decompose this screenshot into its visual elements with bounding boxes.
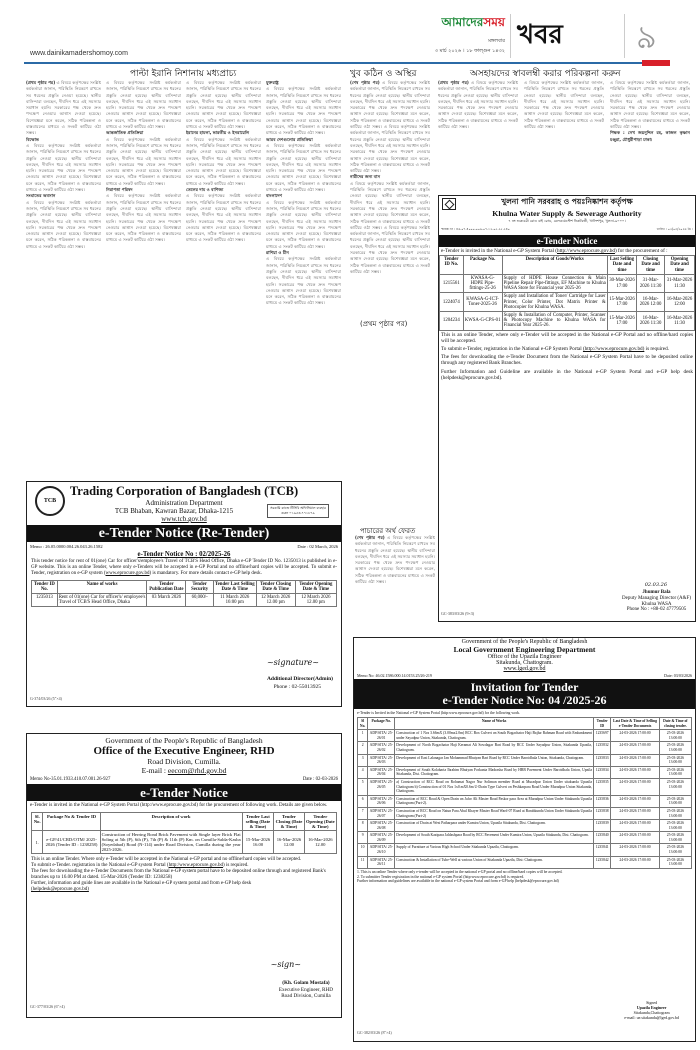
column-header: Date & Time of closing tender. xyxy=(659,718,691,730)
table-row xyxy=(440,312,695,331)
article-body-text: এ বিষয়ে কর্তৃপক্ষের সংশ্লিষ্ট কর্মকর্তারা জানান, পরিস্থিতি নিয়ন্ত্রণে রাখতে সব ধরনের প্রস্তুতি নেওয়া হয়েছে। স্থানীয় বাসিন্দারা বলছেন, দীর্ঘদিন ধরে এই সমস্যার সমাধান হয়নি। সরকারের পক্ষ থেকে দ্রুত পদক্ষেপ নেওয়ার আশ্বাস দেওয়া হয়েছে। বিশেষজ্ঞরা মনে করেন, সঠিক পরিকল্পনা ও বাস্তবায়নের মাধ্যমে এ সংকট কাটিয়ে ওঠা সম্ভব। xyxy=(106,136,181,186)
table-cell: 16-Mar-2026 12.00 xyxy=(274,831,304,854)
table-cell: Development of South Kazipara Jaldashpara Road by RCC Pavement Under Kumira Union, Upazila Sitakunda, Dist. Chattogram. xyxy=(395,832,594,844)
table-cell: 25-03-2026 13:00:00 xyxy=(659,832,691,844)
rhd-signature: ~sign~ xyxy=(270,960,301,969)
article-body-text: এ বিষয়ে কর্তৃপক্ষের সংশ্লিষ্ট কর্মকর্তারা জানান, পরিস্থিতি নিয়ন্ত্রণে রাখতে সব ধরনের প্রস্তুতি নেওয়া হয়েছে। স্থানীয় বাসিন্দারা বলছেন, দীর্ঘদিন ধরে এই সমস্যার সমাধান হয়নি। সরকারের পক্ষ থেকে দ্রুত পদক্ষেপ নেওয়ার আশ্বাস দেওয়া হয়েছে। বিশেষজ্ঞরা মনে করেন, সঠিক পরিকল্পনা ও বাস্তবায়নের মাধ্যমে এ সংকট কাটিয়ে ওঠা সম্ভব। xyxy=(266,142,341,193)
column-header: Tender Publication Date xyxy=(147,581,186,594)
table-cell: 1235834 xyxy=(594,766,611,778)
article-column: যুক্তরাষ্ট্র এ বিষয়ে কর্তৃপক্ষের সংশ্লিষ্ট কর্মকর্তারা জানান, পরিস্থিতি নিয়ন্ত্রণে রাখতে সব ধরনের প্রস্তুতি নেওয়া হয়েছে। স্থানীয় বাসিন্দারা বলছেন, দীর্ঘদিন ধরে এই সমস্যার সমাধান হয়নি। সরকারের পক্ষ থেকে দ্রুত পদক্ষেপ নেওয়ার আশ্বাস দেওয়া হয়েছে। বিশেষজ্ঞরা মনে করেন, সঠিক পরিকল্পনা ও বাস্তবায়নের মাধ্যমে এ সংকট কাটিয়ে ওঠা সম্ভব। আরব দেশগুলোর প্রতিক্রিয়া এ বিষয়ে কর্তৃপক্ষের সংশ্লিষ্ট কর্মকর্তারা জানান, পরিস্থিতি নিয়ন্ত্রণে রাখতে সব ধরনের প্রস্তুতি নেওয়া হয়েছে। স্থানীয় বাসিন্দারা বলছেন, দীর্ঘদিন ধরে এই সমস্যার সমাধান হয়নি। সরকারের পক্ষ থেকে দ্রুত পদক্ষেপ নেওয়ার আশ্বাস দেওয়া হয়েছে। বিশেষজ্ঞরা মনে করেন, সঠিক পরিকল্পনা ও বাস্তবায়নের মাধ্যমে এ সংকট কাটিয়ে ওঠা সম্ভব। বাংলাদেশ এ বিষয়ে কর্তৃপক্ষের সংশ্লিষ্ট কর্মকর্তারা জানান, পরিস্থিতি নিয়ন্ত্রণে রাখতে সব ধরনের প্রস্তুতি নেওয়া হয়েছে। স্থানীয় বাসিন্দারা বলছেন, দীর্ঘদিন ধরে এই সমস্যার সমাধান হয়নি। সরকারের পক্ষ থেকে দ্রুত পদক্ষেপ নেওয়ার আশ্বাস দেওয়া হয়েছে। বিশেষজ্ঞরা মনে করেন, সঠিক পরিকল্পনা ও বাস্তবায়নের মাধ্যমে এ সংকট কাটিয়ে ওঠা সম্ভব। রাশিয়া ও চীন এ বিষয়ে কর্তৃপক্ষের সংশ্লিষ্ট কর্মকর্তারা জানান, পরিস্থিতি নিয়ন্ত্রণে রাখতে সব ধরনের প্রস্তুতি নেওয়া হয়েছে। স্থানীয় বাসিন্দারা বলছেন, দীর্ঘদিন ধরে এই সমস্যার সমাধান হয়নি। সরকারের পক্ষ থেকে দ্রুত পদক্ষেপ নেওয়ার আশ্বাস দেওয়া হয়েছে। বিশেষজ্ঞরা মনে করেন, সঠিক পরিকল্পনা ও বাস্তবায়নের মাধ্যমে এ সংকট কাটিয়ে ওঠা সম্ভব। xyxy=(266,80,341,306)
table-header-row xyxy=(440,256,695,275)
article-body-text: এ বিষয়ে কর্তৃপক্ষের সংশ্লিষ্ট কর্মকর্তারা জানান, পরিস্থিতি নিয়ন্ত্রণে রাখতে সব ধরনের প্রস্তুতি নেওয়া হয়েছে। স্থানীয় বাসিন্দারা বলছেন, দীর্ঘদিন ধরে এই সমস্যার সমাধান হয়নি। সরকারের পক্ষ থেকে দ্রুত পদক্ষেপ নেওয়ার আশ্বাস দেওয়া হয়েছে। বিশেষজ্ঞরা মনে করেন, সঠিক পরিকল্পনা ও বাস্তবায়নের মাধ্যমে এ সংকট কাটিয়ে ওঠা সম্ভব। xyxy=(26,142,101,193)
table-cell: Construction of RCC Road on Natun Para Abul Khayer Master Road Ward-07 Road at Barabkunda Union Under Sitakunda Upazila Chattogram (Part-2) xyxy=(395,807,594,819)
table-cell: ADP/SITA/ 25-26/02 xyxy=(368,742,395,754)
article-body-text: এ বিষয়ে কর্তৃপক্ষের সংশ্লিষ্ট কর্মকর্তারা জানান, পরিস্থিতি নিয়ন্ত্রণে রাখতে সব ধরনের প্রস্তুতি নেওয়া হয়েছে। স্থানীয় বাসিন্দারা বলছেন, দীর্ঘদিন ধরে এই সমস্যার সমাধান হয়নি। সরকারের পক্ষ থেকে দ্রুত পদক্ষেপ নেওয়ার আশ্বাস দেওয়া হয়েছে। বিশেষজ্ঞরা মনে করেন, সঠিক পরিকল্পনা ও বাস্তবায়নের মাধ্যমে এ সংকট কাটিয়ে ওঠা সম্ভব। xyxy=(266,199,341,249)
article-headline: (প্রথম পৃষ্ঠার পর) xyxy=(360,320,408,328)
table-cell: 16-Mar-2026 11:30 xyxy=(637,312,665,331)
lged-memo-row: Memo No: 46.02.1586.000.14.0153.25/26-219 Date: 03/03/2026 xyxy=(357,673,692,678)
article-column: (শেষ পৃষ্ঠার পর) এ বিষয়ে কর্তৃপক্ষের সংশ্লিষ্ট কর্মকর্তারা জানান, পরিস্থিতি নিয়ন্ত্রণে রাখতে সব ধরনের প্রস্তুতি নেওয়া হয়েছে। স্থানীয় বাসিন্দারা বলছেন, দীর্ঘদিন ধরে এই সমস্যার সমাধান হয়নি। সরকারের পক্ষ থেকে দ্রুত পদক্ষেপ নেওয়ার আশ্বাস দেওয়া হয়েছে। বিশেষজ্ঞরা মনে করেন, সঠিক পরিকল্পনা ও বাস্তবায়নের মাধ্যমে এ সংকট কাটিয়ে ওঠা সম্ভব। xyxy=(355,535,435,585)
tcb-banner: e-Tender Notice (Re-Tender) xyxy=(27,525,341,542)
table-cell: e-GP/41/CRD/OTM/ 2025-2026 (Tender ID : 1238258) xyxy=(43,831,100,854)
table-cell: Construction & Installation of Tube-Well at various Union of Sitakunda Upazila, Dist: Chattogram. xyxy=(395,856,594,868)
article-column: (শেষ পৃষ্ঠার পর) এ বিষয়ে কর্তৃপক্ষের সংশ্লিষ্ট কর্মকর্তারা জানান, পরিস্থিতি নিয়ন্ত্রণে রাখতে সব ধরনের প্রস্তুতি নেওয়া হয়েছে। স্থানীয় বাসিন্দারা বলছেন, দীর্ঘদিন ধরে এই সমস্যার সমাধান হয়নি। সরকারের পক্ষ থেকে দ্রুত পদক্ষেপ নেওয়ার আশ্বাস দেওয়া হয়েছে। বিশেষজ্ঞরা মনে করেন, সঠিক পরিকল্পনা ও বাস্তবায়নের মাধ্যমে এ সংকট কাটিয়ে ওঠা সম্ভব। এ বিষয়ে কর্তৃপক্ষের সংশ্লিষ্ট কর্মকর্তারা জানান, পরিস্থিতি নিয়ন্ত্রণে রাখতে সব ধরনের প্রস্তুতি নেওয়া হয়েছে। স্থানীয় বাসিন্দারা বলছেন, দীর্ঘদিন ধরে এই সমস্যার সমাধান হয়নি। সরকারের পক্ষ থেকে দ্রুত পদক্ষেপ নেওয়ার আশ্বাস দেওয়া হয়েছে। বিশেষজ্ঞরা মনে করেন, সঠিক পরিকল্পনা ও বাস্তবায়নের মাধ্যমে এ সংকট কাটিয়ে ওঠা সম্ভব। নারীদের জন্য বাস এ বিষয়ে কর্তৃপক্ষের সংশ্লিষ্ট কর্মকর্তারা জানান, পরিস্থিতি নিয়ন্ত্রণে রাখতে সব ধরনের প্রস্তুতি নেওয়া হয়েছে। স্থানীয় বাসিন্দারা বলছেন, দীর্ঘদিন ধরে এই সমস্যার সমাধান হয়নি। সরকারের পক্ষ থেকে দ্রুত পদক্ষেপ নেওয়ার আশ্বাস দেওয়া হয়েছে। বিশেষজ্ঞরা মনে করেন, সঠিক পরিকল্পনা ও বাস্তবায়নের মাধ্যমে এ সংকট কাটিয়ে ওঠা সম্ভব। এ বিষয়ে কর্তৃপক্ষের সংশ্লিষ্ট কর্মকর্তারা জানান, পরিস্থিতি নিয়ন্ত্রণে রাখতে সব ধরনের প্রস্তুতি নেওয়া হয়েছে। স্থানীয় বাসিন্দারা বলছেন, দীর্ঘদিন ধরে এই সমস্যার সমাধান হয়নি। সরকারের পক্ষ থেকে দ্রুত পদক্ষেপ নেওয়ার আশ্বাস দেওয়া হয়েছে। বিশেষজ্ঞরা মনে করেন, সঠিক পরিকল্পনা ও বাস্তবায়নের মাধ্যমে এ সংকট কাটিয়ে ওঠা সম্ভব। xyxy=(350,80,430,274)
table-header-row xyxy=(32,813,337,831)
page-number: ৯ xyxy=(636,18,657,56)
column-header: Name of works xyxy=(57,581,147,594)
kwasa-banner: e-Tender Notice xyxy=(439,235,695,247)
table-cell: 16-Mar-2026 12.00 xyxy=(304,831,336,854)
masthead-rule xyxy=(24,62,642,64)
lged-code: GC-382/03/26 (8"×4) xyxy=(357,1030,392,1035)
table-cell: 1. xyxy=(32,831,43,854)
lged-signer: Signed Upazila Engineer Sitakunda,Chattogram e-mail: ue.sitakunda@lged.gov.bd xyxy=(624,1000,679,1020)
column-header: Sl. No. xyxy=(32,813,43,831)
table-cell: 8 xyxy=(358,820,368,832)
kwasa-signer: Jhumur Bala Deputy Managing Director (A&F) Khulna WASA Phone No : +88-02 47779505 xyxy=(621,590,691,613)
table-cell: 1235840 xyxy=(594,832,611,844)
table-cell: Development of North Bogachatar Haji Keramat Ali Sowdagar Bari Road by RCC Under Sayadpur Union, Sitakunda Upazila, Chattogram. xyxy=(395,742,594,754)
table-cell: 25-03-2026 13:00:00 xyxy=(659,754,691,766)
table-row xyxy=(32,831,337,854)
tcb-memo-row: Memo : 26.05.0000.004.26.043.26.1582 Date : 02 March, 2026 xyxy=(30,544,338,549)
column-header: Tender Security xyxy=(186,581,214,594)
table-cell: Development of South Kolabaria Ibrahim Bhuiyan Forkania Madrasha Road by HBB Pavement Under Baroidhala Union, Upzila Sitakunda, Dist. Chattogram. xyxy=(395,766,594,778)
table-cell: 3 xyxy=(358,754,368,766)
article-headline: খুব কঠিন ও অস্থির xyxy=(350,69,417,79)
table-cell: 24-03-2026 17:00:00 xyxy=(611,742,659,754)
table-cell: ADP/SITA/ 25-26/10 xyxy=(368,844,395,856)
table-cell: 7 xyxy=(358,807,368,819)
rhd-intro: e-Tender is invited in the National e-GP System Portal (http:/www.eprocure.gov.bd) for the procurement of following work. Details are given below. xyxy=(30,803,328,808)
tcb-website[interactable]: www.tcb.gov.bd xyxy=(161,515,207,523)
table-cell: 1215561 xyxy=(440,274,464,293)
column-header: Tender ID No. xyxy=(32,581,58,594)
table-cell: 30-Mar-2026 17:00 xyxy=(607,274,636,293)
article-headline: পাচারের অর্থ ফেরত xyxy=(360,527,416,535)
kwasa-notes: This is an online Tender, where only e-Tender will be accepted in the National e-GP Portal and no offline/hard copies will be accepted. To submit e-Tender, registration in the National e-GP System Portal (http://www.eprocure.gov.bd) is required. The fees for downloading the e-Tender Document from the National e-GP System Portal have to be deposited online through any registered Bank Branches. Further Information and Guideline are available in the National e-GP System Portal and e-GP help desk (helpdesk@eprocure.gov.bd). xyxy=(441,331,693,381)
table-cell: 15-Mar-2026 16.00 xyxy=(242,831,274,854)
table-row xyxy=(358,766,692,778)
table-cell: 1235832 xyxy=(594,742,611,754)
article-body-text: এ বিষয়ে কর্তৃপক্ষের সংশ্লিষ্ট কর্মকর্তারা জানান, পরিস্থিতি নিয়ন্ত্রণে রাখতে সব ধরনের প্রস্তুতি নেওয়া হয়েছে। স্থানীয় বাসিন্দারা বলছেন, দীর্ঘদিন ধরে এই সমস্যার সমাধান হয়নি। সরকারের পক্ষ থেকে দ্রুত পদক্ষেপ নেওয়ার আশ্বাস দেওয়া হয়েছে। বিশেষজ্ঞরা মনে করেন, সঠিক পরিকল্পনা ও বাস্তবায়নের মাধ্যমে এ সংকট কাটিয়ে ওঠা সম্ভব। xyxy=(186,193,261,243)
rhd-memo-row: Memo No-35.01.1933.410.07.001.26-927 Date : 02-03-2026 xyxy=(30,777,338,782)
column-header: Tender Opening Date & Time xyxy=(295,581,336,594)
table-cell: 24-03-2026 17:00:00 xyxy=(611,807,659,819)
masthead-divider xyxy=(624,14,625,58)
article-body-text: এ বিষয়ে কর্তৃপক্ষের সংশ্লিষ্ট কর্মকর্তারা জানান, পরিস্থিতি নিয়ন্ত্রণে রাখতে সব ধরনের প্রস্তুতি নেওয়া হয়েছে। স্থানীয় বাসিন্দারা বলছেন, দীর্ঘদিন ধরে এই সমস্যার সমাধান হয়নি। সরকারের পক্ষ থেকে দ্রুত পদক্ষেপ নেওয়ার আশ্বাস দেওয়া হয়েছে। বিশেষজ্ঞরা মনে করেন, সঠিক পরিকল্পনা ও বাস্তবায়নের মাধ্যমে এ সংকট কাটিয়ে ওঠা সম্ভব। xyxy=(106,80,181,130)
article-body-text: এ বিষয়ে কর্তৃপক্ষের সংশ্লিষ্ট কর্মকর্তারা জানান, পরিস্থিতি নিয়ন্ত্রণে রাখতে সব ধরনের প্রস্তুতি নেওয়া হয়েছে। স্থানীয় বাসিন্দারা বলছেন, দীর্ঘদিন ধরে এই সমস্যার সমাধান হয়নি। সরকারের পক্ষ থেকে দ্রুত পদক্ষেপ নেওয়ার আশ্বাস দেওয়া হয়েছে। বিশেষজ্ঞরা মনে করেন, সঠিক পরিকল্পনা ও বাস্তবায়নের মাধ্যমে এ সংকট কাটিয়ে ওঠা সম্ভব। xyxy=(266,256,341,306)
table-cell: 15-Mar-2026 17:00 xyxy=(607,312,636,331)
article-body-text: এ বিষয়ে কর্তৃপক্ষের সংশ্লিষ্ট কর্মকর্তারা জানান, পরিস্থিতি নিয়ন্ত্রণে রাখতে সব ধরনের প্রস্তুতি নেওয়া হয়েছে। স্থানীয় বাসিন্দারা বলছেন, দীর্ঘদিন ধরে এই সমস্যার সমাধান হয়নি। সরকারের পক্ষ থেকে দ্রুত পদক্ষেপ নেওয়ার আশ্বাস দেওয়া হয়েছে। বিশেষজ্ঞরা মনে করেন, সঠিক পরিকল্পনা ও বাস্তবায়নের মাধ্যমে এ সংকট কাটিয়ে ওঠা সম্ভব। xyxy=(26,199,101,249)
column-header: Description of Goods/Works xyxy=(502,256,607,275)
table-cell: ADP/SITA/ 25-26/07 xyxy=(368,807,395,819)
table-row xyxy=(440,293,695,312)
table-row xyxy=(358,742,692,754)
table-cell: 24-03-2026 17:00:00 xyxy=(611,820,659,832)
table-cell: 1235697 xyxy=(594,730,611,742)
table-cell: 25-03-2026 13:00:00 xyxy=(659,778,691,795)
tcb-title: Trading Corporation of Bangladesh (TCB) xyxy=(69,484,299,498)
article-body-text: এ বিষয়ে কর্তৃপক্ষের সংশ্লিষ্ট কর্মকর্তারা জানান, পরিস্থিতি নিয়ন্ত্রণে রাখতে সব ধরনের প্রস্তুতি নেওয়া হয়েছে। স্থানীয় বাসিন্দারা বলছেন, দীর্ঘদিন ধরে এই সমস্যার সমাধান হয়নি। সরকারের পক্ষ থেকে দ্রুত পদক্ষেপ নেওয়ার আশ্বাস দেওয়া হয়েছে। বিশেষজ্ঞরা মনে করেন, সঠিক পরিকল্পনা ও বাস্তবায়নের মাধ্যমে এ সংকট কাটিয়ে ওঠা সম্ভব। xyxy=(350,180,430,230)
column-header: Last Selling Date and time xyxy=(607,256,636,275)
table-row xyxy=(358,856,692,868)
table-cell: 11 March 2026 16:00 pm xyxy=(213,594,256,607)
weekday: মঙ্গলবার xyxy=(488,38,505,44)
table-cell: ADP/SITA/ 25-26/08 xyxy=(368,820,395,832)
table-row xyxy=(358,820,692,832)
rhd-table-wrap xyxy=(27,811,341,855)
tcb-body: This tender notice for rent of 01(one) Car for officer's/employee's Travel of TCB'S Head Office, Dhaka e-GP Tender ID No. 1235013 is published in e-GP website. This is an online Tender, where only e-Tenders will be accepted in e-GP Portal and no offline/hard copies will be accepted. To submit e-Tender, registration on e-GP system (www.eprocure.gov.bd) is mandatory. For more details contact e-GP help desk. xyxy=(31,559,337,576)
article-body-text: এ বিষয়ে কর্তৃপক্ষের সংশ্লিষ্ট কর্মকর্তারা জানান, পরিস্থিতি নিয়ন্ত্রণে রাখতে সব ধরনের প্রস্তুতি নেওয়া হয়েছে। স্থানীয় বাসিন্দারা বলছেন, দীর্ঘদিন ধরে এই সমস্যার সমাধান হয়নি। সরকারের পক্ষ থেকে দ্রুত পদক্ষেপ নেওয়ার আশ্বাস দেওয়া হয়েছে। বিশেষজ্ঞরা মনে করেন, সঠিক পরিকল্পনা ও বাস্তবায়নের মাধ্যমে এ সংকট কাটিয়ে ওঠা সম্ভব। xyxy=(186,136,261,186)
rhd-email-link[interactable]: eecom@rhd.gov.bd xyxy=(167,766,227,775)
column-header: Name of Works xyxy=(395,718,594,730)
table-cell: 16-Mar-2026 12:00 xyxy=(665,293,695,312)
table-cell: ADP/SITA/ 25-26/09 xyxy=(368,832,395,844)
article-column: (প্রথম পৃষ্ঠার পর) এ বিষয়ে কর্তৃপক্ষের সংশ্লিষ্ট কর্মকর্তারা জানান, পরিস্থিতি নিয়ন্ত্রণে রাখতে সব ধরনের প্রস্তুতি নেওয়া হয়েছে। স্থানীয় বাসিন্দারা বলছেন, দীর্ঘদিন ধরে এই সমস্যার সমাধান হয়নি। সরকারের পক্ষ থেকে দ্রুত পদক্ষেপ নেওয়ার আশ্বাস দেওয়া হয়েছে। বিশেষজ্ঞরা মনে করেন, সঠিক পরিকল্পনা ও বাস্তবায়নের মাধ্যমে এ সংকট কাটিয়ে ওঠা সম্ভব। xyxy=(438,80,518,130)
lged-table-wrap xyxy=(354,717,695,869)
table-row xyxy=(32,594,337,607)
table-cell: ADP/SITA/ 25-26/06 xyxy=(368,795,395,807)
table-cell: 24-03-2026 17:00:00 xyxy=(611,730,659,742)
table-row xyxy=(358,844,692,856)
rhd-banner: e-Tender Notice xyxy=(27,784,341,801)
tcb-tender-notice xyxy=(26,481,342,707)
kwasa-intro: e-Tender is invited in the National e-GP System Portal (http://www.eprocure.gov.bd) for the procurement of : xyxy=(441,248,668,254)
tcb-stamp: সরকারি কাজে টিসিবি অফিসিয়াল ব্যবহার করুন ০১৯৫৩-৭৭১৮৭৯ xyxy=(267,504,329,518)
table-cell: 15-Mar-2026 17:00 xyxy=(607,293,636,312)
lged-gov: Government of the People's Republic of Bangladesh xyxy=(461,639,588,645)
table-cell: Supply of HDPE House Connection & Main Pipeline Repair Pipe-fittings, EF Machine to Khulna WASA Store for Financial year 2025-26 xyxy=(503,275,606,292)
section-title: খবর xyxy=(517,20,563,50)
table-row xyxy=(358,754,692,766)
kwasa-bn-title: খুলনা পানি সরবরাহ ও পয়ঃনিষ্কাশন কর্তৃপক্ষ xyxy=(501,197,633,206)
table-cell: Construction of Herring Bond Brick Pavement with Single layer Brick Flat Soling at 5th (P), 6th (P), 7th (P) & 11th (P) Km. on Cumilla-Salda-Kasba (Soyedabad) Road (N-114) under Road Division, Cumilla during the year 2025-2026. xyxy=(101,832,241,852)
table-cell: 1204234 xyxy=(440,312,464,331)
article-body-text: এ বিষয়ে কর্তৃপক্ষের সংশ্লিষ্ট কর্মকর্তারা জানান, পরিস্থিতি নিয়ন্ত্রণে রাখতে সব ধরনের প্রস্তুতি নেওয়া হয়েছে। স্থানীয় বাসিন্দারা বলছেন, দীর্ঘদিন ধরে এই সমস্যার সমাধান হয়নি। সরকারের পক্ষ থেকে দ্রুত পদক্ষেপ নেওয়ার আশ্বাস দেওয়া হয়েছে। বিশেষজ্ঞরা মনে করেন, সঠিক পরিকল্পনা ও বাস্তবায়নের মাধ্যমে এ সংকট কাটিয়ে ওঠা সম্ভব। xyxy=(350,124,430,174)
table-cell: 25-03-2026 13:00:00 xyxy=(659,730,691,742)
article-headline: অসহায়দের স্বাবলম্বী করার পরিকল্পনা করুন xyxy=(470,69,621,79)
column-header: Package No. xyxy=(368,718,395,730)
lged-banner: Invitation for Tender e-Tender Notice No: 04 /2025-26 xyxy=(354,679,695,709)
table-cell: 03 March 2026 xyxy=(147,594,186,607)
table-cell: 24-03-2026 17:00:00 xyxy=(611,832,659,844)
table-cell: 31-Mar-2026 11:30 xyxy=(637,274,665,293)
kwasa-memo-row: স্মারক নং : ৪৬.০৭.৪০০০.০০৯.০৭.১২.০৫.২৫.২৪০ তারিখ : ০২/০৩/২০২৬ খ্রি : xyxy=(441,227,693,231)
tcb-signature: ~signature~ xyxy=(266,658,319,667)
table-cell: 24-03-2026 17:00:00 xyxy=(611,856,659,868)
table-cell: 12 March 2026 12.00 pm xyxy=(256,594,295,607)
column-header: Opening Date and time xyxy=(665,256,695,275)
table-cell: Rent of 01(one) Car for officer's/ employee's Travel of TCB'S Head Office, Dhaka xyxy=(58,595,146,605)
lged-website[interactable]: www.lged.gov.bd xyxy=(503,666,546,672)
table-cell: 25-03-2026 13:00:00 xyxy=(659,795,691,807)
kwasa-signature: 02.03.26 xyxy=(644,582,667,588)
table-cell: 25-03-2026 13:00:00 xyxy=(659,766,691,778)
table-cell: KWSA-G-CPS-01 xyxy=(463,312,502,331)
article-body-text: এ বিষয়ে কর্তৃপক্ষের সংশ্লিষ্ট কর্মকর্তারা জানান, পরিস্থিতি নিয়ন্ত্রণে রাখতে সব ধরনের প্রস্তুতি নেওয়া হয়েছে। স্থানীয় বাসিন্দারা বলছেন, দীর্ঘদিন ধরে এই সমস্যার সমাধান হয়নি। সরকারের পক্ষ থেকে দ্রুত পদক্ষেপ নেওয়ার আশ্বাস দেওয়া হয়েছে। বিশেষজ্ঞরা মনে করেন, সঠিক পরিকল্পনা ও বাস্তবায়নের মাধ্যমে এ সংকট কাটিয়ে ওঠা সম্ভব। xyxy=(350,224,430,274)
table-cell: 1235833 xyxy=(594,754,611,766)
rhd-division: Road Division, Cumilla. xyxy=(147,757,221,766)
table-cell: 1235838 xyxy=(594,807,611,819)
table-cell: 5 xyxy=(358,778,368,795)
tcb-dept: Administration Department xyxy=(145,499,223,507)
table-cell: 6 xyxy=(358,795,368,807)
column-header: Closing Date and time xyxy=(637,256,665,275)
tcb-address: TCB Bhaban, Kawran Bazar, Dhaka-1215 xyxy=(114,507,234,515)
article-body-text: এ বিষয়ে কর্তৃপক্ষের সংশ্লিষ্ট কর্মকর্তারা জানান, পরিস্থিতি নিয়ন্ত্রণে রাখতে সব ধরনের প্রস্তুতি নেওয়া হয়েছে। স্থানীয় বাসিন্দারা বলছেন, দীর্ঘদিন ধরে এই সমস্যার সমাধান হয়নি। সরকারের পক্ষ থেকে দ্রুত পদক্ষেপ নেওয়ার আশ্বাস দেওয়া হয়েছে। বিশেষজ্ঞরা মনে করেন, সঠিক পরিকল্পনা ও বাস্তবায়নের মাধ্যমে এ সংকট কাটিয়ে ওঠা সম্ভব। xyxy=(106,193,181,243)
table-cell: KWASA-G-HDPE Pipe-fittings-25-26 xyxy=(463,274,502,293)
column-header: Last Date & Time of Selling e-Tender Documents xyxy=(611,718,659,730)
table-cell: 31-Mar-2026 11:30 xyxy=(665,274,695,293)
article-column: এ বিষয়ে কর্তৃপক্ষের সংশ্লিষ্ট কর্মকর্তারা জানান, পরিস্থিতি নিয়ন্ত্রণে রাখতে সব ধরনের প্রস্তুতি নেওয়া হয়েছে। স্থানীয় বাসিন্দারা বলছেন, দীর্ঘদিন ধরে এই সমস্যার সমাধান হয়নি। সরকারের পক্ষ থেকে দ্রুত পদক্ষেপ নেওয়ার আশ্বাস দেওয়া হয়েছে। বিশেষজ্ঞরা মনে করেন, সঠিক পরিকল্পনা ও বাস্তবায়নের মাধ্যমে এ সংকট কাটিয়ে ওঠা সম্ভব। ইরানের হামলা, ভারতীয় ও ইসরায়েলি এ বিষয়ে কর্তৃপক্ষের সংশ্লিষ্ট কর্মকর্তারা জানান, পরিস্থিতি নিয়ন্ত্রণে রাখতে সব ধরনের প্রস্তুতি নেওয়া হয়েছে। স্থানীয় বাসিন্দারা বলছেন, দীর্ঘদিন ধরে এই সমস্যার সমাধান হয়নি। সরকারের পক্ষ থেকে দ্রুত পদক্ষেপ নেওয়ার আশ্বাস দেওয়া হয়েছে। বিশেষজ্ঞরা মনে করেন, সঠিক পরিকল্পনা ও বাস্তবায়নের মাধ্যমে এ সংকট কাটিয়ে ওঠা সম্ভব। তেলের দাম ও বাণিজ্য এ বিষয়ে কর্তৃপক্ষের সংশ্লিষ্ট কর্মকর্তারা জানান, পরিস্থিতি নিয়ন্ত্রণে রাখতে সব ধরনের প্রস্তুতি নেওয়া হয়েছে। স্থানীয় বাসিন্দারা বলছেন, দীর্ঘদিন ধরে এই সমস্যার সমাধান হয়নি। সরকারের পক্ষ থেকে দ্রুত পদক্ষেপ নেওয়ার আশ্বাস দেওয়া হয়েছে। বিশেষজ্ঞরা মনে করেন, সঠিক পরিকল্পনা ও বাস্তবায়নের মাধ্যমে এ সংকট কাটিয়ে ওঠা সম্ভব। xyxy=(186,80,261,243)
table-header-row xyxy=(32,581,337,594)
kwasa-title: Khulna Water Supply & Sewerage Authority xyxy=(492,209,642,218)
table-cell: 25-03-2026 13:00:00 xyxy=(659,742,691,754)
rhd-tender-notice xyxy=(26,733,342,1018)
table-cell: 1235835 xyxy=(594,778,611,795)
table-cell: Supply of Furniture at Various High School Under Sitakunda Upazila, Chattogram. xyxy=(395,844,594,856)
rhd-notes: This is an online Tender. Where only e-Tender will be accepted in the National e-GP portal and no offline/hard copies will be accepted. To submit e-Tender. registration in the National e-GP system Portal (http:/www.eprocure.gov.bd) is required. The fees for downloading the e-Tender Documents from the National e-GP system portal have to be deposited online through and registered Bank's branches up to 16.00 PM at dated. 15-Mar-2026 (Tender ID: 1238258) Further, information and guide lines are available in the National e-GP system portal and from e-GP help desk (helpdesk@eprocure.gov.bd) xyxy=(31,857,326,892)
table-cell: 24-03-2026 17:00:00 xyxy=(611,844,659,856)
table-row xyxy=(358,778,692,795)
table-cell: ADP/SITA/ 25-26/01 xyxy=(368,730,395,742)
masthead-accent xyxy=(642,60,670,66)
article-headline: পাল্টা ইরানি নিশানায় মধ্যপ্রাচ্য xyxy=(130,69,237,79)
table-cell: 24-03-2026 17:00:00 xyxy=(611,778,659,795)
table-cell: 12 March 2026 12.00 pm xyxy=(295,594,336,607)
table-cell: 24-03-2026 17:00:00 xyxy=(611,766,659,778)
column-header: Description of work xyxy=(100,813,242,831)
table-cell: Supply and Installation of Toner/ Cartridge for Laser Printer, Color Printer, Dot Matrix Printer & Photocopier for Khulna WASA. xyxy=(503,294,606,310)
table-cell: KWASA-G-ICT-Toner-2025-26 xyxy=(463,293,502,312)
rhd-gov: Government of the People's Republic of Bangladesh xyxy=(105,736,263,745)
article-body-text: এ বিষয়ে কর্তৃপক্ষের সংশ্লিষ্ট কর্মকর্তারা জানান, পরিস্থিতি নিয়ন্ত্রণে রাখতে সব ধরনের প্রস্তুতি নেওয়া হয়েছে। স্থানীয় বাসিন্দারা বলছেন, দীর্ঘদিন ধরে এই সমস্যার সমাধান হয়নি। সরকারের পক্ষ থেকে দ্রুত পদক্ষেপ নেওয়ার আশ্বাস দেওয়া হয়েছে। বিশেষজ্ঞরা মনে করেন, সঠিক পরিকল্পনা ও বাস্তবায়নের মাধ্যমে এ সংকট কাটিয়ে ওঠা সম্ভব। xyxy=(266,86,341,136)
newspaper-logo: আমাদেরসময় xyxy=(441,15,505,29)
table-cell: 25-03-2026 13:00:00 xyxy=(659,856,691,868)
table-cell: 1235839 xyxy=(594,820,611,832)
column-header: Tender ID No. xyxy=(440,256,464,275)
table-cell: 2 xyxy=(358,742,368,754)
kwasa-code: GC-383/03/26 (9×3) xyxy=(441,611,475,616)
article-column: (প্রথম পৃষ্ঠার পর) এ বিষয়ে কর্তৃপক্ষের সংশ্লিষ্ট কর্মকর্তারা জানান, পরিস্থিতি নিয়ন্ত্রণে রাখতে সব ধরনের প্রস্তুতি নেওয়া হয়েছে। স্থানীয় বাসিন্দারা বলছেন, দীর্ঘদিন ধরে এই সমস্যার সমাধান হয়নি। সরকারের পক্ষ থেকে দ্রুত পদক্ষেপ নেওয়ার আশ্বাস দেওয়া হয়েছে। বিশেষজ্ঞরা মনে করেন, সঠিক পরিকল্পনা ও বাস্তবায়নের মাধ্যমে এ সংকট কাটিয়ে ওঠা সম্ভব। বিক্ষোভ এ বিষয়ে কর্তৃপক্ষের সংশ্লিষ্ট কর্মকর্তারা জানান, পরিস্থিতি নিয়ন্ত্রণে রাখতে সব ধরনের প্রস্তুতি নেওয়া হয়েছে। স্থানীয় বাসিন্দারা বলছেন, দীর্ঘদিন ধরে এই সমস্যার সমাধান হয়নি। সরকারের পক্ষ থেকে দ্রুত পদক্ষেপ নেওয়ার আশ্বাস দেওয়া হয়েছে। বিশেষজ্ঞরা মনে করেন, সঠিক পরিকল্পনা ও বাস্তবায়নের মাধ্যমে এ সংকট কাটিয়ে ওঠা সম্ভব। সংঘাতের অবসান এ বিষয়ে কর্তৃপক্ষের সংশ্লিষ্ট কর্মকর্তারা জানান, পরিস্থিতি নিয়ন্ত্রণে রাখতে সব ধরনের প্রস্তুতি নেওয়া হয়েছে। স্থানীয় বাসিন্দারা বলছেন, দীর্ঘদিন ধরে এই সমস্যার সমাধান হয়নি। সরকারের পক্ষ থেকে দ্রুত পদক্ষেপ নেওয়ার আশ্বাস দেওয়া হয়েছে। বিশেষজ্ঞরা মনে করেন, সঠিক পরিকল্পনা ও বাস্তবায়নের মাধ্যমে এ সংকট কাটিয়ে ওঠা সম্ভব। xyxy=(26,80,101,249)
table-cell: 25-03-2026 13:00:00 xyxy=(659,820,691,832)
article-column: এ বিষয়ে কর্তৃপক্ষের সংশ্লিষ্ট কর্মকর্তারা জানান, পরিস্থিতি নিয়ন্ত্রণে রাখতে সব ধরনের প্রস্তুতি নেওয়া হয়েছে। স্থানীয় বাসিন্দারা বলছেন, দীর্ঘদিন ধরে এই সমস্যার সমাধান হয়নি। সরকারের পক্ষ থেকে দ্রুত পদক্ষেপ নেওয়ার আশ্বাস দেওয়া হয়েছে। বিশেষজ্ঞরা মনে করেন, সঠিক পরিকল্পনা ও বাস্তবায়নের মাধ্যমে এ সংকট কাটিয়ে ওঠা সম্ভব। আন্তর্জাতিক প্রতিক্রিয়া এ বিষয়ে কর্তৃপক্ষের সংশ্লিষ্ট কর্মকর্তারা জানান, পরিস্থিতি নিয়ন্ত্রণে রাখতে সব ধরনের প্রস্তুতি নেওয়া হয়েছে। স্থানীয় বাসিন্দারা বলছেন, দীর্ঘদিন ধরে এই সমস্যার সমাধান হয়নি। সরকারের পক্ষ থেকে দ্রুত পদক্ষেপ নেওয়ার আশ্বাস দেওয়া হয়েছে। বিশেষজ্ঞরা মনে করেন, সঠিক পরিকল্পনা ও বাস্তবায়নের মাধ্যমে এ সংকট কাটিয়ে ওঠা সম্ভব। নিরাপত্তা পরিষদ এ বিষয়ে কর্তৃপক্ষের সংশ্লিষ্ট কর্মকর্তারা জানান, পরিস্থিতি নিয়ন্ত্রণে রাখতে সব ধরনের প্রস্তুতি নেওয়া হয়েছে। স্থানীয় বাসিন্দারা বলছেন, দীর্ঘদিন ধরে এই সমস্যার সমাধান হয়নি। সরকারের পক্ষ থেকে দ্রুত পদক্ষেপ নেওয়ার আশ্বাস দেওয়া হয়েছে। বিশেষজ্ঞরা মনে করেন, সঠিক পরিকল্পনা ও বাস্তবায়নের মাধ্যমে এ সংকট কাটিয়ে ওঠা সম্ভব। xyxy=(106,80,181,243)
column-header: Sl No. xyxy=(358,718,368,730)
column-header: Package No & Tender ID xyxy=(43,813,100,831)
article-body-text: এ বিষয়ে কর্তৃপক্ষের সংশ্লিষ্ট কর্মকর্তারা জানান, পরিস্থিতি নিয়ন্ত্রণে রাখতে সব ধরনের প্রস্তুতি নেওয়া হয়েছে। স্থানীয় বাসিন্দারা বলছেন, দীর্ঘদিন ধরে এই সমস্যার সমাধান হয়নি। সরকারের পক্ষ থেকে দ্রুত পদক্ষেপ নেওয়ার আশ্বাস দেওয়া হয়েছে। বিশেষজ্ঞরা মনে করেন, সঠিক পরিকল্পনা ও বাস্তবায়নের মাধ্যমে এ সংকট কাটিয়ে ওঠা সম্ভব। xyxy=(610,80,690,130)
table-cell: a) Construction of RCC Road on Rohamat Nagor Nur Soliman member Road at Muradpur Union Under sitakunda Upazila Chattogram b) Construction of 01 Nos 1x0.mX0.6m U-Drain Type Culvert on Peshkarpara Road Under Muradpur Union Sitakunda, Chattogram. xyxy=(395,778,594,795)
lged-notes: 1. This is an online Tender where only e-tender will be accepted in the national e-GP portal and no offline/hard copies will be accepted. 2. To submitter Tender registration in the national e-GP system Portal (http:www.eprocure.gov.bd) is required. Further information and guidelines are available in the national e-GP system Portal and form e-GP help (helpdesk@eprocure.gov.bd) xyxy=(357,869,563,884)
tcb-signer-phone: Phone : 02-55013925 xyxy=(273,684,321,690)
column-header: Package No. xyxy=(463,256,502,275)
kwasa-tender-notice xyxy=(438,195,696,622)
table-cell: 1235841 xyxy=(594,844,611,856)
table-cell: 1235013 xyxy=(32,594,58,607)
lged-table xyxy=(357,717,692,869)
article-body-text: এ বিষয়ে কর্তৃপক্ষের সংশ্লিষ্ট কর্মকর্তারা জানান, পরিস্থিতি নিয়ন্ত্রণে রাখতে সব ধরনের প্রস্তুতি নেওয়া হয়েছে। স্থানীয় বাসিন্দারা বলছেন, দীর্ঘদিন ধরে এই সমস্যার সমাধান হয়নি। সরকারের পক্ষ থেকে দ্রুত পদক্ষেপ নেওয়ার আশ্বাস দেওয়া হয়েছে। বিশেষজ্ঞরা মনে করেন, সঠিক পরিকল্পনা ও বাস্তবায়নের মাধ্যমে এ সংকট কাটিয়ে ওঠা সম্ভব। xyxy=(524,80,604,130)
table-cell: 10 xyxy=(358,844,368,856)
kwasa-bn-address: ৭ নং শুকচেরী রোড বাই রোড, রেলওয়েস্টেশ নিকটবর্তী, খালিশপুর, খুলনা-৯০০০। xyxy=(508,219,626,223)
table-row xyxy=(358,730,692,742)
table-cell: Supply & Installation of Computer, Printer, Scanner & Photocopy Machine to Khulna WASA for Financial Year 2025-26. xyxy=(503,313,606,329)
article-body-text: এ বিষয়ে কর্তৃপক্ষের সংশ্লিষ্ট কর্মকর্তারা জানান, পরিস্থিতি নিয়ন্ত্রণে রাখতে সব ধরনের প্রস্তুতি নেওয়া হয়েছে। স্থানীয় বাসিন্দারা বলছেন, দীর্ঘদিন ধরে এই সমস্যার সমাধান হয়নি। সরকারের পক্ষ থেকে দ্রুত পদক্ষেপ নেওয়ার আশ্বাস দেওয়া হয়েছে। বিশেষজ্ঞরা মনে করেন, সঠিক পরিকল্পনা ও বাস্তবায়নের মাধ্যমে এ সংকট কাটিয়ে ওঠা সম্ভব। xyxy=(355,535,435,585)
table-cell: ADP/SITA/ 25-26/11 xyxy=(368,856,395,868)
tcb-table xyxy=(31,580,337,607)
table-header-row xyxy=(358,718,692,730)
newspaper-brand xyxy=(395,14,505,56)
table-cell: 11 xyxy=(358,856,368,868)
table-cell: 25-03-2026 13:00:00 xyxy=(659,844,691,856)
lged-place: Sitakunda, Chattogram. xyxy=(496,660,553,666)
table-cell: 1 xyxy=(358,730,368,742)
lged-tender-notice xyxy=(353,637,696,1042)
table-row xyxy=(358,795,692,807)
article-body-text: এ বিষয়ে কর্তৃপক্ষের সংশ্লিষ্ট কর্মকর্তারা জানান, পরিস্থিতি নিয়ন্ত্রণে রাখতে সব ধরনের প্রস্তুতি নেওয়া হয়েছে। স্থানীয় বাসিন্দারা বলছেন, দীর্ঘদিন ধরে এই সমস্যার সমাধান হয়নি। সরকারের পক্ষ থেকে দ্রুত পদক্ষেপ নেওয়ার আশ্বাস দেওয়া হয়েছে। বিশেষজ্ঞরা মনে করেন, সঠিক পরিকল্পনা ও বাস্তবায়নের মাধ্যমে এ সংকট কাটিয়ে ওঠা সম্ভব। xyxy=(438,80,518,130)
rhd-signer: (Kh. Golam Mostafa) Executive Engineer, RHD Road Division, Cumilla xyxy=(278,980,333,999)
column-header: Tender ID xyxy=(594,718,611,730)
tcb-notice-no: e-Tender Notice No : 02/2025-26 xyxy=(137,551,231,558)
table-cell: 4 xyxy=(358,766,368,778)
lged-intro: e-Tender is Invited in the National e-GP System Portal (http:www.eprocure.gov.bd) for the following work. xyxy=(357,711,521,715)
column-header: Tender Last Selling Date & Time xyxy=(214,582,255,592)
table-cell: Development of East Lalanagar Jan Mohammad Bhuiyan Bari Road by RCC Under Baroidhala Union, Sitakunda, Chattogram. xyxy=(395,754,594,766)
masthead-divider xyxy=(510,14,511,58)
column-header: Tender Opening (Date & Time) xyxy=(305,814,335,829)
table-row xyxy=(358,832,692,844)
table-cell: 24-03-2026 17:00:00 xyxy=(611,754,659,766)
table-row xyxy=(440,274,695,293)
column-header: Tender Closing (Date & Time) xyxy=(275,814,303,829)
rhd-email-row: E-mail : eecom@rhd.gov.bd xyxy=(141,766,227,775)
article-body-text: এ বিষয়ে কর্তৃপক্ষের সংশ্লিষ্ট কর্মকর্তারা জানান, পরিস্থিতি নিয়ন্ত্রণে রাখতে সব ধরনের প্রস্তুতি নেওয়া হয়েছে। স্থানীয় বাসিন্দারা বলছেন, দীর্ঘদিন ধরে এই সমস্যার সমাধান হয়নি। সরকারের পক্ষ থেকে দ্রুত পদক্ষেপ নেওয়ার আশ্বাস দেওয়া হয়েছে। বিশেষজ্ঞরা মনে করেন, সঠিক পরিকল্পনা ও বাস্তবায়নের মাধ্যমে এ সংকট কাটিয়ে ওঠা সম্ভব। xyxy=(186,80,261,130)
column-header: Tender Last selling (Date & Time) xyxy=(242,813,274,831)
issue-date: ৩ মার্চ ২০২৬ । ১৮ ফাল্গুন ১৪৩২ xyxy=(434,48,505,54)
table-cell: 1224074 xyxy=(440,293,464,312)
kwasa-logo-icon xyxy=(442,198,456,210)
tcb-table-wrap xyxy=(27,578,341,609)
article-column xyxy=(524,80,604,192)
table-cell: Construction of Drain at West Patharpara under Kumira Union, Upazila Sitakunda, Dist. Chattogram. xyxy=(395,820,594,832)
rhd-code: GC-377/03/26 (6"×4) xyxy=(30,1004,65,1009)
table-cell: Construction of RCC Road & Open Drain on Jafor Ali Master Road Paskor para Area at Muradpur Union Under Sitakunda Upazila Chattogram (Part-2). xyxy=(395,795,594,807)
table-cell: Construction of 1 Nos 3.66mX (3.00mx2.0m) RCC Box Culvert on South Bogachator Haji Bajlur Rahman Road with Embankment under Sayadpur Union, Sitakunda, Chattogram. xyxy=(395,730,594,742)
tcb-signer-title: Additional Director(Admin) xyxy=(266,676,333,682)
table-cell: 16-Mar-2026 12:00 xyxy=(637,293,665,312)
article-body-text: এ বিষয়ে কর্তৃপক্ষের সংশ্লিষ্ট কর্মকর্তারা জানান, পরিস্থিতি নিয়ন্ত্রণে রাখতে সব ধরনের প্রস্তুতি নেওয়া হয়েছে। স্থানীয় বাসিন্দারা বলছেন, দীর্ঘদিন ধরে এই সমস্যার সমাধান হয়নি। সরকারের পক্ষ থেকে দ্রুত পদক্ষেপ নেওয়ার আশ্বাস দেওয়া হয়েছে। বিশেষজ্ঞরা মনে করেন, সঠিক পরিকল্পনা ও বাস্তবায়নের মাধ্যমে এ সংকট কাটিয়ে ওঠা সম্ভব। xyxy=(26,80,101,136)
table-cell: ADP/SITA/ 25-26/05 xyxy=(368,778,395,795)
rhd-office: Office of the Executive Engineer, RHD xyxy=(93,745,275,757)
table-cell: 25-03-2026 13:00:00 xyxy=(659,807,691,819)
table-cell: 16-Mar-2026 11:30 xyxy=(665,312,695,331)
table-cell: 1235842 xyxy=(594,856,611,868)
table-cell: 24-03-2026 17:00:00 xyxy=(611,795,659,807)
lged-dept: Local Government Engineering Department xyxy=(453,645,596,654)
article-body-text: এ বিষয়ে কর্তৃপক্ষের সংশ্লিষ্ট কর্মকর্তারা জানান, পরিস্থিতি নিয়ন্ত্রণে রাখতে সব ধরনের প্রস্তুতি নেওয়া হয়েছে। স্থানীয় বাসিন্দারা বলছেন, দীর্ঘদিন ধরে এই সমস্যার সমাধান হয়নি। সরকারের পক্ষ থেকে দ্রুত পদক্ষেপ নেওয়ার আশ্বাস দেওয়া হয়েছে। বিশেষজ্ঞরা মনে করেন, সঠিক পরিকল্পনা ও বাস্তবায়নের মাধ্যমে এ সংকট কাটিয়ে ওঠা সম্ভব। xyxy=(350,80,430,130)
tcb-code: G-374/03/26 (5"×4) xyxy=(30,696,62,701)
tcb-logo-icon: TCB xyxy=(35,486,65,516)
website-url[interactable]: www.dainikamadershomoy.com xyxy=(30,50,128,57)
table-cell: ADP/SITA/ 25-26/04 xyxy=(368,766,395,778)
kwasa-table xyxy=(439,255,695,330)
lged-office: Office of the Upazila Engineer xyxy=(487,654,562,660)
table-cell: ADP/SITA/ 25-26/03 xyxy=(368,754,395,766)
table-cell: 1235836 xyxy=(594,795,611,807)
column-header: Tender Closing Date & Time xyxy=(256,581,295,594)
table-row xyxy=(358,807,692,819)
article-column: এ বিষয়ে কর্তৃপক্ষের সংশ্লিষ্ট কর্মকর্তারা জানান, পরিস্থিতি নিয়ন্ত্রণে রাখতে সব ধরনের প্রস্তুতি নেওয়া হয়েছে। স্থানীয় বাসিন্দারা বলছেন, দীর্ঘদিন ধরে এই সমস্যার সমাধান হয়নি। সরকারের পক্ষ থেকে দ্রুত পদক্ষেপ নেওয়ার আশ্বাস দেওয়া হয়েছে। বিশেষজ্ঞরা মনে করেন, সঠিক পরিকল্পনা ও বাস্তবায়নের মাধ্যমে এ সংকট কাটিয়ে ওঠা সম্ভব। শিক্ষক : সেখ জয়নুদ্দিন রহ, কাজল কৃষ্ণান মঞ্জুরা, চৌধুরীপাড়া ঢাকা। xyxy=(610,80,690,142)
table-cell: 60,000/- xyxy=(186,594,214,607)
rhd-table xyxy=(31,812,337,854)
table-cell: 9 xyxy=(358,832,368,844)
